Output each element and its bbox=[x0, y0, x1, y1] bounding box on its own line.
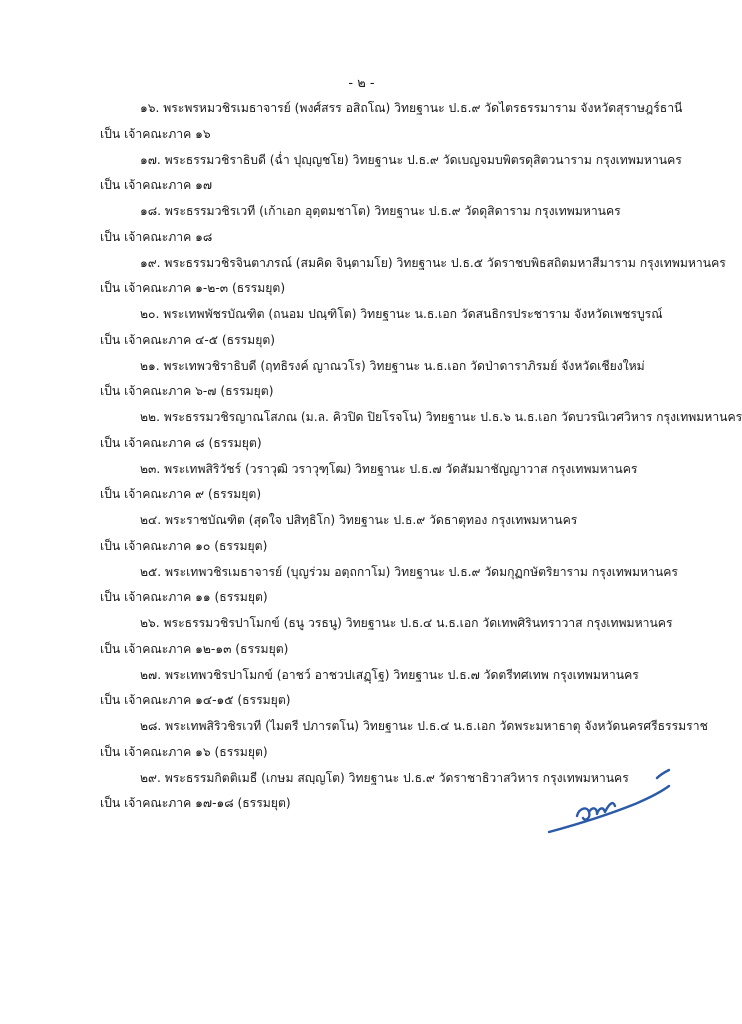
signature bbox=[545, 770, 675, 840]
list-item bbox=[100, 508, 660, 560]
entry-title: ๑๙. พระธรรมวชิรจินตาภรณ์ (สมคิด จินฺตามโย) วิทยฐานะ ป.ธ.๕ วัดราชบพิธสถิตมหาสีมาราม กรุงเทพมหานคร bbox=[140, 255, 726, 270]
entry-title: ๒๖. พระธรรมวชิรปาโมกข์ (ธนู วรธนู) วิทยฐานะ ป.ธ.๔ น.ธ.เอก วัดเทพศิรินทราวาส กรุงเทพมหานคร bbox=[140, 616, 673, 630]
entry-position: เป็น เจ้าคณะภาค ๖-๗ (ธรรมยุต) bbox=[100, 384, 274, 398]
entry-title: ๑๖. พระพรหมวชิรเมธาจารย์ (พงศ์สรร อสิถโณ) วิทยฐานะ ป.ธ.๙ วัดไตรธรรมาราม จังหวัดสุราษฎร์ธานี bbox=[140, 101, 683, 115]
entry-position: เป็น เจ้าคณะภาค ๑๒-๑๓ (ธรรมยุต) bbox=[100, 641, 289, 656]
entry-position: เป็น เจ้าคณะภาค ๑๗-๑๘ (ธรรมยุต) bbox=[100, 796, 291, 810]
entry-title: ๒๘. พระเทพสิริวชิรเวที (ไมตรี ปภารตโน) วิทยฐานะ ป.ธ.๔ น.ธ.เอก วัดพระมหาธาตุ จังหวัดนครศรีธรรมราช bbox=[140, 719, 708, 733]
list-item bbox=[100, 354, 660, 406]
entry-position: เป็น เจ้าคณะภาค ๔-๕ (ธรรมยุต) bbox=[100, 332, 276, 347]
entry-position: เป็น เจ้าคณะภาค ๑๗ bbox=[100, 178, 213, 192]
list-item bbox=[100, 560, 678, 612]
entry-position: เป็น เจ้าคณะภาค ๑๔-๑๕ (ธรรมยุต) bbox=[100, 693, 291, 707]
list-item bbox=[100, 714, 708, 766]
entry-title: ๑๗. พระธรรมวชิราธิบดี (ฉ่ำ ปุญฺญชโย) วิทยฐานะ ป.ธ.๙ วัดเบญจมบพิตรดุสิตวนาราม กรุงเทพมหานคร bbox=[140, 152, 682, 167]
list-item bbox=[100, 96, 683, 148]
list-item bbox=[100, 405, 742, 457]
entry-position: เป็น เจ้าคณะภาค ๙ (ธรรมยุต) bbox=[100, 487, 262, 501]
entry-title: ๒๐. พระเทพพัชรบัณฑิต (ถนอม ปณฺฑิโต) วิทยฐานะ น.ธ.เอก วัดสนธิกรประชาราม จังหวัดเพชรบูรณ์ bbox=[140, 307, 663, 321]
signature-stroke bbox=[549, 770, 669, 832]
entry-title: ๒๓. พระเทพสิริวัชร์ (วราวุฒิ วราวุฑฺโฒ) วิทยฐานะ ป.ธ.๗ วัดสัมมาชัญญาวาส กรุงเทพมหานคร bbox=[140, 461, 638, 476]
list-item bbox=[100, 302, 663, 354]
entry-title: ๑๘. พระธรรมวชิรเวที (เก้าเอก อุตฺตมชาโต) วิทยฐานะ ป.ธ.๙ วัดดุสิดาราม กรุงเทพมหานคร bbox=[140, 204, 621, 218]
entry-title: ๒๙. พระธรรมกิตติเมธี (เกษม สญฺญโต) วิทยฐานะ ป.ธ.๙ วัดราชาธิวาสวิหาร กรุงเทพมหานคร bbox=[140, 770, 629, 785]
list-item bbox=[100, 663, 660, 715]
entry-position: เป็น เจ้าคณะภาค ๑๐ (ธรรมยุต) bbox=[100, 538, 268, 553]
list-item bbox=[100, 457, 660, 509]
entry-position: เป็น เจ้าคณะภาค ๑๘ bbox=[100, 229, 213, 244]
list-item bbox=[100, 148, 682, 200]
entry-title: ๒๒. พระธรรมวชิรญาณโสภณ (ม.ล. คิวปิด ปิยโรจโน) วิทยฐานะ ป.ธ.๖ น.ธ.เอก วัดบวรนิเวศวิหาร กรุงเทพมหานคร bbox=[140, 410, 742, 424]
list-item bbox=[100, 199, 660, 251]
entry-title: ๒๑. พระเทพวชิราธิบดี (ฤทธิรงค์ ญาณวโร) วิทยฐานะ น.ธ.เอก วัดป่าดาราภิรมย์ จังหวัดเชียงใหม่ bbox=[140, 358, 645, 373]
entry-position: เป็น เจ้าคณะภาค ๑๖ bbox=[100, 126, 211, 141]
appointment-list bbox=[100, 96, 742, 817]
entry-position: เป็น เจ้าคณะภาค ๑๑ (ธรรมยุต) bbox=[100, 590, 268, 604]
entry-title: ๒๔. พระราชบัณฑิต (สุดใจ ปสิทฺธิโก) วิทยฐานะ ป.ธ.๙ วัดธาตุทอง กรุงเทพมหานคร bbox=[140, 513, 578, 527]
entry-position: เป็น เจ้าคณะภาค ๑๖ (ธรรมยุต) bbox=[100, 744, 268, 759]
list-item bbox=[100, 611, 673, 663]
list-item bbox=[100, 251, 726, 303]
entry-title: ๒๗. พระเทพวชิรปาโมกข์ (อาชว์ อาชวปเสฏฺโฐ) วิทยฐานะ ป.ธ.๗ วัดตรีทศเทพ กรุงเทพมหานคร bbox=[140, 667, 639, 682]
entry-position: เป็น เจ้าคณะภาค ๘ (ธรรมยุต) bbox=[100, 435, 262, 450]
page-number: - ๒ - bbox=[348, 76, 375, 91]
entry-position: เป็น เจ้าคณะภาค ๑-๒-๓ (ธรรมยุต) bbox=[100, 281, 286, 295]
entry-title: ๒๕. พระเทพวชิรเมธาจารย์ (บุญร่วม อตฺถกาโม) วิทยฐานะ ป.ธ.๙ วัดมกุฏกษัตริยาราม กรุงเทพมหานคร bbox=[140, 564, 678, 579]
